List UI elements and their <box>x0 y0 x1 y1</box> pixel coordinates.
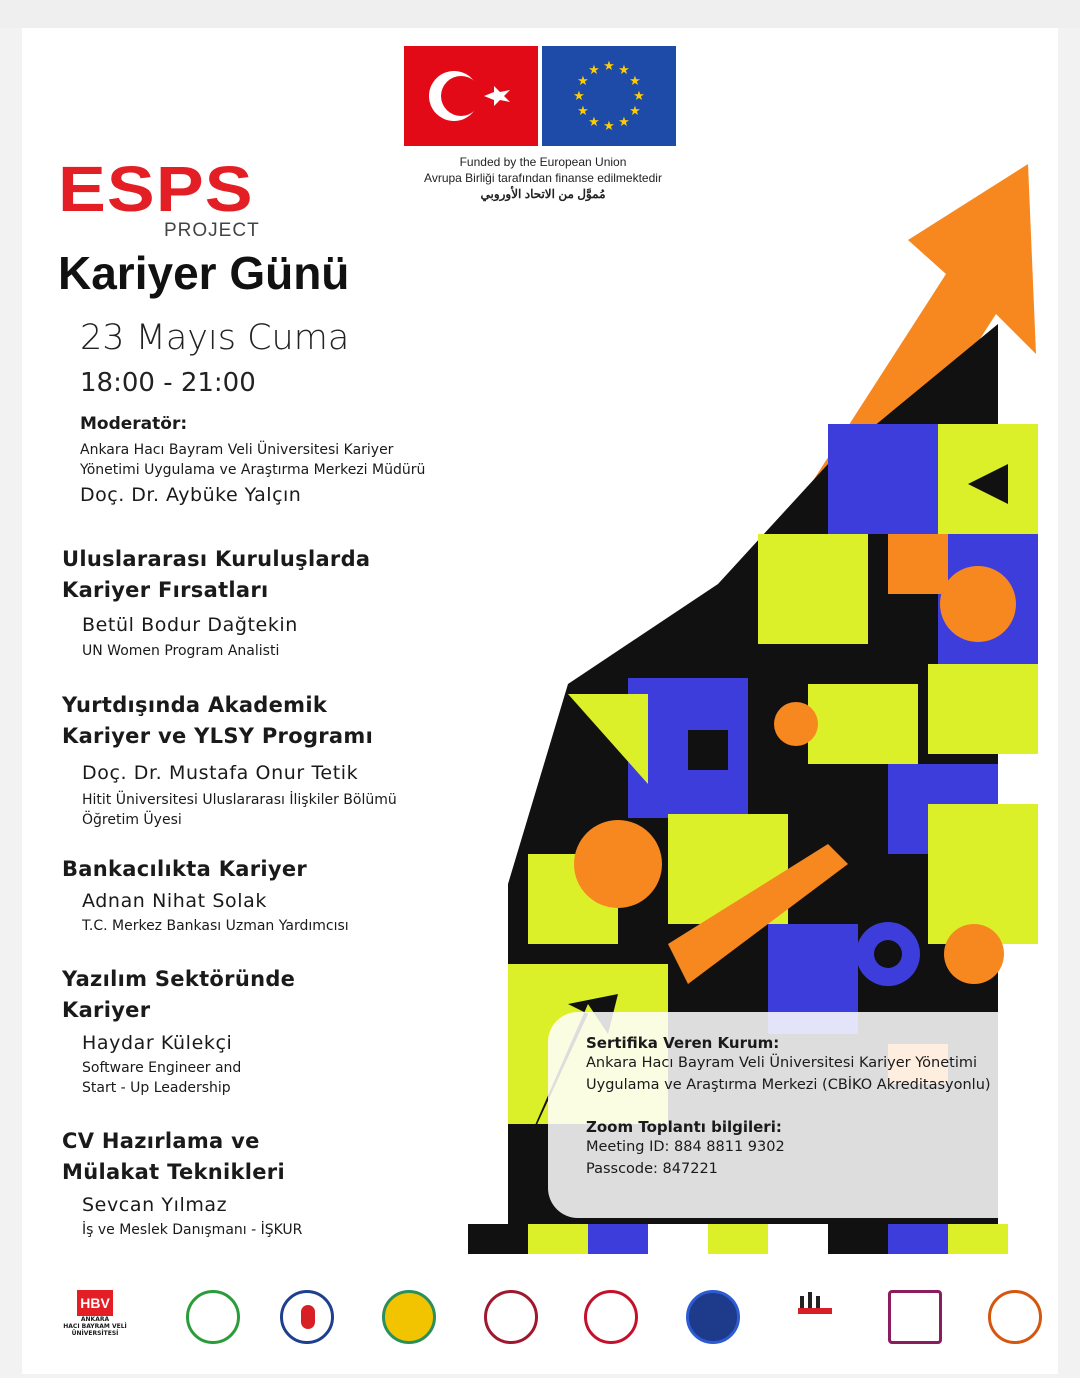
partner-logos <box>46 1278 1046 1358</box>
session-title-line: Uluslararası Kuruluşlarda <box>62 547 371 571</box>
eu-flag-icon <box>542 46 676 146</box>
speaker-role <box>82 790 397 830</box>
session-title-line: Yurtdışında Akademik <box>62 693 328 717</box>
university-logo-icon <box>788 1290 842 1344</box>
speaker-name: Adnan Nihat Solak <box>82 890 267 912</box>
speaker-name: Sevcan Yılmaz <box>82 1194 228 1216</box>
session-title <box>62 1126 285 1188</box>
moderator-organization <box>80 440 500 480</box>
certificate-label: Sertifika Veren Kurum: <box>586 1034 780 1052</box>
svg-text:★: ★ <box>618 115 630 130</box>
speaker-role <box>82 1058 241 1098</box>
speaker-role-line: T.C. Merkez Bankası Uzman Yardımcısı <box>82 918 349 934</box>
passcode: Passcode: 847221 <box>586 1161 718 1177</box>
speaker-role <box>82 916 349 936</box>
svg-text:★: ★ <box>577 74 589 89</box>
hbv-logo-text: ANKARA <box>80 1316 110 1323</box>
certificate-line: Ankara Hacı Bayram Veli Üniversitesi Kariyer Yönetimi <box>586 1055 978 1071</box>
svg-text:★: ★ <box>629 74 641 89</box>
session-title-line: Kariyer ve YLSY Programı <box>62 724 374 748</box>
session-title <box>62 964 295 1026</box>
funded-tr: Avrupa Birliği tarafından finanse edilmektedir <box>424 171 662 185</box>
university-logo-icon <box>888 1290 942 1344</box>
svg-text:★: ★ <box>603 59 615 74</box>
svg-text:★: ★ <box>588 115 600 130</box>
svg-text:★: ★ <box>603 119 615 134</box>
speaker-role <box>82 641 279 661</box>
funded-ar: مُموَّل من الاتحاد الأوروبي <box>480 187 606 201</box>
event-date: 23 Mayıs Cuma <box>80 318 350 358</box>
svg-text:★: ★ <box>573 89 585 104</box>
esps-logo: ESPS <box>58 153 254 225</box>
funded-en: Funded by the European Union <box>459 155 627 169</box>
hbv-university-logo: HBV ANKARA HACI BAYRAM VELİ ÜNİVERSİTESİ <box>50 1290 140 1337</box>
svg-text:★: ★ <box>633 89 645 104</box>
university-seal-icon <box>584 1290 638 1344</box>
moderator-label: Moderatör: <box>80 414 188 434</box>
moderator-org-line: Yönetimi Uygulama ve Araştırma Merkezi Müdürü <box>80 462 426 478</box>
zoom-label: Zoom Toplantı bilgileri: <box>586 1118 782 1136</box>
session-title <box>62 690 373 752</box>
certificate-line: Uygulama ve Araştırma Merkezi (CBİKO Akreditasyonlu) <box>586 1077 991 1093</box>
university-seal-icon <box>686 1290 740 1344</box>
moderator-org-line: Ankara Hacı Bayram Veli Üniversitesi Kariyer <box>80 442 394 458</box>
top-strip <box>0 0 1080 28</box>
university-seal-icon <box>988 1290 1042 1344</box>
session-title-line: Bankacılıkta Kariyer <box>62 857 308 881</box>
session-title-line: Kariyer <box>62 998 151 1022</box>
info-panel <box>548 1012 1052 1218</box>
speaker-role <box>82 1220 302 1240</box>
svg-text:★: ★ <box>588 63 600 78</box>
session-title <box>62 854 307 885</box>
university-seal-icon <box>484 1290 538 1344</box>
session-title-line: Kariyer Fırsatları <box>62 578 269 602</box>
session-title-line: Mülakat Teknikleri <box>62 1160 285 1184</box>
speaker-role-line: İş ve Meslek Danışmanı - İŞKUR <box>82 1222 303 1238</box>
speaker-role-line: Start - Up Leadership <box>82 1080 231 1096</box>
svg-text:★: ★ <box>618 63 630 78</box>
svg-text:★: ★ <box>629 104 641 119</box>
funding-flags <box>404 46 676 146</box>
hbv-logo-text: HACI BAYRAM VELİ <box>63 1323 127 1330</box>
hbv-logo-text: ÜNİVERSİTESİ <box>71 1330 119 1337</box>
event-time: 18:00 - 21:00 <box>80 368 256 398</box>
university-seal-icon <box>186 1290 240 1344</box>
poster <box>22 28 1058 1374</box>
event-title: Kariyer Günü <box>58 247 350 299</box>
project-label: PROJECT <box>164 220 260 241</box>
speaker-role-line: Öğretim Üyesi <box>82 812 182 828</box>
meeting-id: Meeting ID: 884 8811 9302 <box>586 1139 785 1155</box>
moderator-name: Doç. Dr. Aybüke Yalçın <box>80 484 302 506</box>
university-seal-icon <box>382 1290 436 1344</box>
speaker-role-line: UN Women Program Analisti <box>82 643 280 659</box>
session-title <box>62 544 370 606</box>
speaker-name: Betül Bodur Dağtekin <box>82 614 298 636</box>
speaker-name: Doç. Dr. Mustafa Onur Tetik <box>82 762 359 784</box>
session-title-line: CV Hazırlama ve <box>62 1129 260 1153</box>
speaker-name: Haydar Külekçi <box>82 1032 233 1054</box>
speaker-role-line: Software Engineer and <box>82 1060 242 1076</box>
turkey-flag-icon <box>404 46 538 146</box>
session-title-line: Yazılım Sektöründe <box>62 967 296 991</box>
speaker-role-line: Hitit Üniversitesi Uluslararası İlişkiler Bölümü <box>82 792 397 808</box>
university-seal-icon <box>280 1290 334 1344</box>
svg-text:★: ★ <box>577 104 589 119</box>
